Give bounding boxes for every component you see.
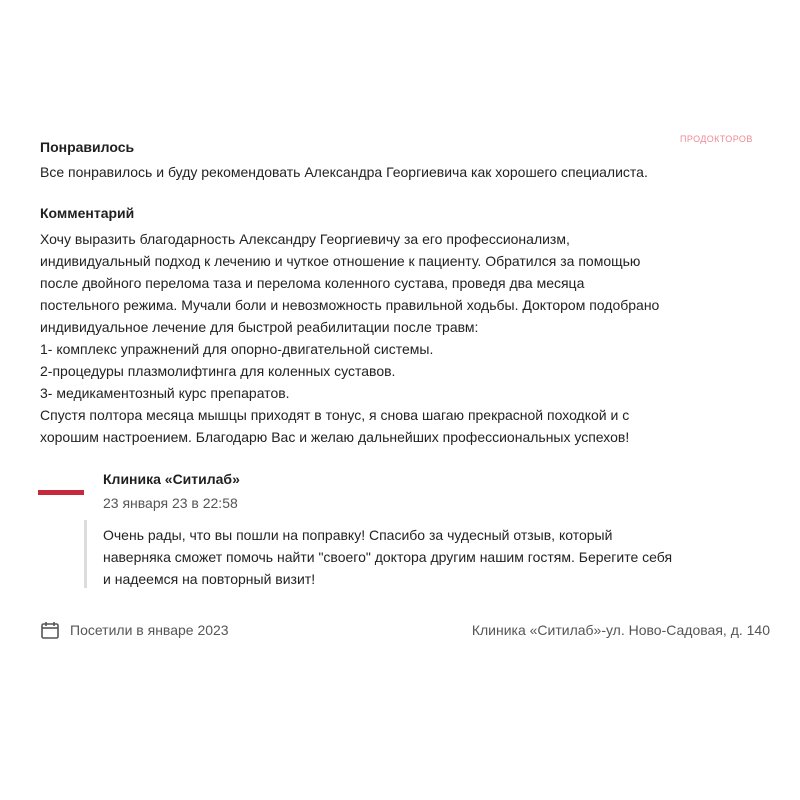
clinic-address[interactable]: Клиника «Ситилаб»-ул. Ново-Садовая, д. 140 bbox=[471, 622, 770, 638]
watermark: ПРОДОКТОРОВ bbox=[680, 134, 753, 144]
comment-line: постельного режима. Мучали боли и невозможность правильной ходьбы. Доктором подобрано bbox=[40, 297, 660, 313]
reply-line: и надеемся на повторный визит! bbox=[103, 571, 316, 587]
liked-heading: Понравилось bbox=[40, 139, 135, 155]
comment-heading: Комментарий bbox=[40, 205, 135, 221]
reply-author[interactable]: Клиника «Ситилаб» bbox=[103, 471, 240, 487]
comment-line: Спустя полтора месяца мышцы приходят в тонус, я снова шагаю прекрасной походкой и с bbox=[40, 407, 630, 423]
comment-line: после двойного перелома таза и перелома коленного сустава, проведя два месяца bbox=[40, 275, 585, 291]
comment-text bbox=[40, 228, 770, 448]
comment-line: хорошим настроением. Благодарю Вас и желаю дальнейших профессиональных успехов! bbox=[40, 429, 630, 445]
comment-line: индивидуальный подход к лечению и чуткое отношение к пациенту. Обратился за помощью bbox=[40, 253, 641, 269]
comment-line: индивидуальное лечение для быстрой реабилитации после травм: bbox=[40, 319, 479, 335]
reply-line: Очень рады, что вы пошли на поправку! Спасибо за чудесный отзыв, который bbox=[103, 527, 613, 543]
reply-text bbox=[103, 524, 763, 590]
comment-line: 3- медикаментозный курс препаратов. bbox=[40, 385, 290, 401]
reply-quote-bar bbox=[84, 520, 87, 588]
reply-line: наверняка сможет помочь найти "своего" доктора другим нашим гостям. Берегите себя bbox=[103, 549, 673, 565]
reply-date: 23 января 23 в 22:58 bbox=[103, 495, 238, 511]
calendar-icon bbox=[40, 620, 60, 640]
comment-line: 2-процедуры плазмолифтинга для коленных суставов. bbox=[40, 363, 396, 379]
comment-line: Хочу выразить благодарность Александру Георгиевичу за его профессионализм, bbox=[40, 231, 570, 247]
liked-text: Все понравилось и буду рекомендовать Александра Георгиевича как хорошего специалиста. bbox=[40, 164, 648, 180]
clinic-logo-icon bbox=[38, 490, 84, 495]
comment-line: 1- комплекс упражнений для опорно-двигательной системы. bbox=[40, 341, 434, 357]
visit-date: Посетили в январе 2023 bbox=[70, 622, 229, 638]
